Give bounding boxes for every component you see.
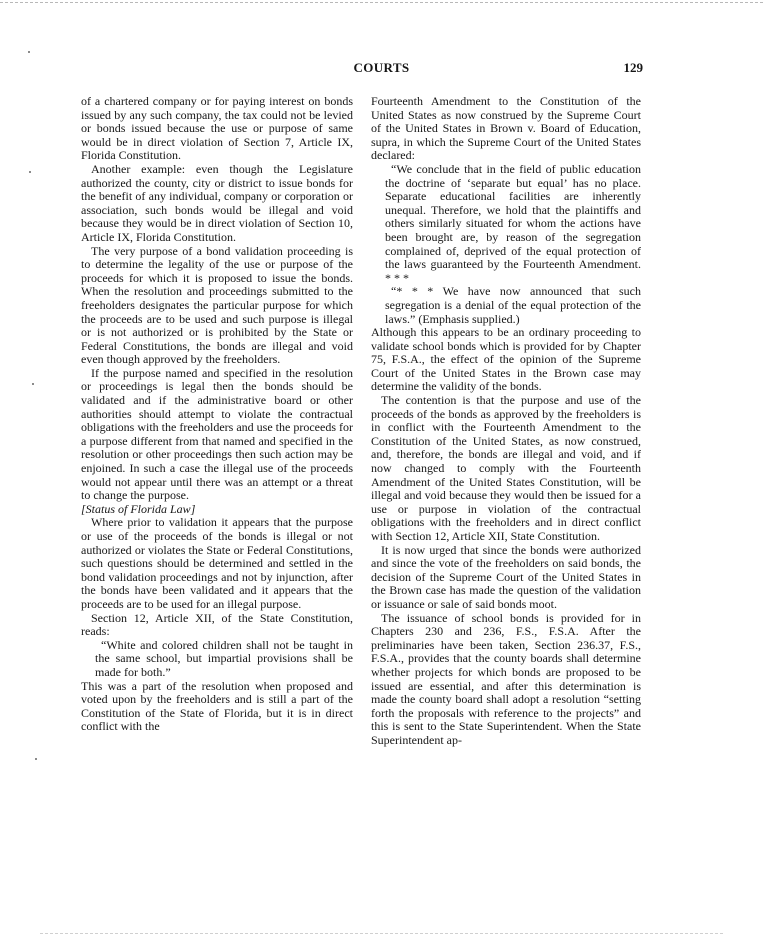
paragraph-continuation: of a chartered company or for paying interest on bonds issued by any such company, the tax could not be levied or bonds issued because the use or purpose of same would be in direct violation of Section 7, Article IX, Florida Constitution.	[81, 94, 353, 163]
block-quote: “White and colored children shall not be taught in the same school, but impartial provisions shall be made for both.”	[95, 637, 353, 679]
scan-speck	[35, 758, 37, 760]
paragraph: The contention is that the purpose and use of the proceeds of the bonds as approved by the freeholders is in conflict with the Fourteenth Amendment to the Constitution of the United States, as now construed, and, therefore, the bonds are illegal and void, and if now changed to comply with the Fourteenth Amendment of the United States Constitution, will be illegal and void because they would then be issued for a use or purpose in violation of the contractual obligations with the freeholders and in direct conflict with Section 12, Article XII, State Constitution.	[371, 393, 641, 543]
scan-bottom-edge	[40, 933, 723, 934]
paragraph: Another example: even though the Legislature authorized the county, city or district to issue bonds for the benefit of any individual, company or corporation or association, such bonds would be illegal and void because they would be in direct violation of Section 10, Article IX, Florida Constitution.	[81, 161, 353, 244]
scan-speck	[28, 51, 30, 53]
paragraph-continuation: Although this appears to be an ordinary proceeding to validate school bonds which is provided for by Chapter 75, F.S.A., the effect of the opinion of the Supreme Court of the United States in the Brown case may determine the validity of the bonds.	[371, 325, 641, 394]
paragraph: Where prior to validation it appears that the purpose or use of the proceeds of the bonds is illegal or not authorized or violates the State or Federal Constitutions, such questions should be determined and settled in the bond validation proceedings and not by injunction, after the bonds have been validated and it appears that the proceeds are to be used for an illegal purpose.	[81, 515, 353, 611]
paragraph-continuation: This was a part of the resolution when proposed and voted upon by the freeholders and is still a part of the Constitution of the State of Florida, but it is in direct conflict with the	[81, 678, 353, 734]
paragraph: The very purpose of a bond validation proceeding is to determine the legality of the use or purpose of the proceeds for which it is proposed to issue the bonds. When the resolution and proceedings submitted to the freeholders designates the particular purpose for which the proceeds are to be used and such purpose is illegal or is not authorized or is prohibited by the State or Federal Constitutions, the bonds are illegal and void even though approved by the freeholders.	[81, 243, 353, 367]
block-quote: “* * * We have now announced that such segregation is a denial of the equal protection of the laws.” (Emphasis supplied.)	[385, 284, 641, 326]
block-quote: “We conclude that in the field of public education the doctrine of ‘separate but equal’ has no place. Separate educational facilities are inherently unequal. Therefore, we hold that the plaintiffs and others similarly situated for whom the actions have been brought are, by reason of the segregation complained of, deprived of the equal protection of the laws guaranteed by the Fourteenth Amendment. * * *	[385, 161, 641, 285]
paragraph: It is now urged that since the bonds were authorized and since the vote of the freeholders on said bonds, the decision of the Supreme Court of the United States in the Brown case has made the question of the validation or issuance or sale of said bonds moot.	[371, 542, 641, 611]
running-header-title: COURTS	[353, 60, 410, 75]
right-column	[371, 95, 641, 748]
page-number: 129	[623, 60, 643, 75]
paragraph-continuation: Fourteenth Amendment to the Constitution of the United States as now construed by the Supreme Court of the United States in Brown v. Board of Education, supra, in which the Supreme Court of the United States declared:	[371, 94, 641, 163]
scan-speck	[32, 383, 34, 385]
scan-speck	[29, 171, 31, 173]
paragraph: The issuance of school bonds is provided for in Chapters 230 and 236, F.S., F.S.A. After the preliminaries have been taken, Section 236.37, F.S., F.S.A., provides that the county boards shall determine whether projects for which bonds are proposed to be issued are essential, and after this determination is made the county board shall adopt a resolution “setting forth the proposals with reference to the projects” and this is sent to the State Superintendent. When the State Superintendent ap-	[371, 610, 641, 747]
section-subheading: [Status of Florida Law]	[81, 501, 196, 516]
paragraph: If the purpose named and specified in the resolution or proceedings is legal then the bonds should be validated and if the administrative board or other authorities should attempt to violate the contractual obligations with the freeholders and use the proceeds for a purpose different from that named and specified in the resolution or other proceedings then such action may be enjoined. In such a case the illegal use of the proceeds would not appear until there was an attempt or a threat to change the purpose.	[81, 365, 353, 503]
left-column	[81, 95, 353, 734]
paragraph: Section 12, Article XII, of the State Constitution, reads:	[81, 610, 353, 639]
scan-top-edge	[0, 2, 763, 3]
